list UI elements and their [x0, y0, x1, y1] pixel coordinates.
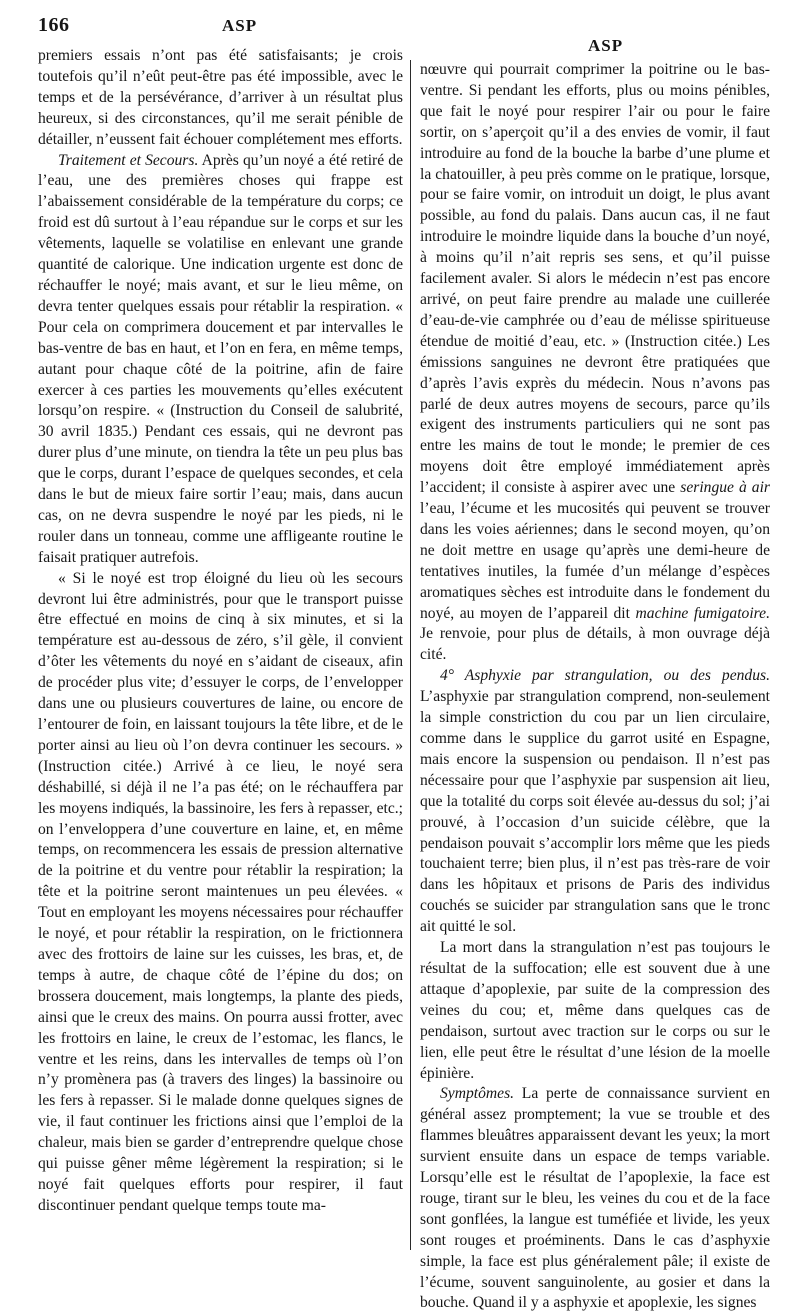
- section-heading-strangulation: 4° Asphyxie par strangulation, ou des pendus.: [440, 667, 770, 685]
- right-column: [420, 60, 770, 1314]
- section-heading-treatment: Traitement et Secours.: [58, 151, 199, 169]
- paragraph-text: Après qu’un noyé a été retiré de l’eau, une des premières choses qui frappe est l’abaissement considérable de la température du corps; ce froid est dû surtout à l’eau répandue sur le corps et sur les vêtements, laquelle se volatilise en enlevant une grande quantité de calorique. Une indication urgente est donc de réchauffer le noyé; mais avant, et sur le lieu même, on devra tenter quelques essais pour rétablir la respiration. « Pour cela on comprimera doucement et par intervalles le bas-ventre de bas en haut, et l’on en fera, en même temps, autant pour chaque côté de la poitrine, afin de faire exercer à ces parties les mouvements qu’elles exécutent lorsqu’on respire. « (Instruction du Conseil de salubrité, 30 avril 1835.) Pendant ces essais, qui ne devront pas durer plus d’une minute, on tiendra la tête un peu plus bas que le corps, durant l’espace de quelques secondes, et cela dans le but de mieux faire sortir l’eau; mais, dans aucun cas, on ne devra suspendre le noyé par les pieds, ni le rouler dans un tonneau, comme une affligeante routine le faisait pratiquer autrefois.: [38, 151, 403, 566]
- paragraph-symptoms: [420, 1084, 770, 1314]
- paragraph: premiers essais n’ont pas été satisfaisants; je crois toutefois qu’il n’eût peut-être pas été impossible, avec le temps et de la persévérance, d’arriver à un résultat plus heureux, si des circonstances, qu’il me serait pénible de détailler, n’eussent fait échouer complétement mes efforts.: [38, 47, 403, 148]
- paragraph-treatment: [38, 151, 403, 569]
- page-number: 166: [38, 14, 70, 36]
- italic-term: machine fumigatoire.: [635, 604, 770, 622]
- italic-term: seringue à air: [680, 479, 770, 497]
- paragraph-text: La perte de connaissance survient en général assez promptement; la vue se trouble et des flammes bleuâtres apparaissent devant les yeux; la mort survient ensuite dans un espace de temps variable. Lorsqu’elle est le résultat de l’apoplexie, la face est rouge, tirant sur le bleu, les veines du cou et de la face sont gonflées, la langue est tuméfiée et livide, les yeux sont rouges et proéminents. Dans le cas d’asphyxie simple, la face est plus généralement pâle; il existe de l’écume, souvent sanguinolente, au gosier et dans la bouche. Quand il y a asphyxie et apoplexie, les signes: [420, 1085, 770, 1312]
- page-header: [0, 14, 800, 55]
- left-column: [38, 46, 403, 1217]
- paragraph-text: l’eau, l’écume et les mucosités qui peuvent se trouver dans les voies aériennes; dans le second moyen, qu’on ne doit mettre en usage qu’après une demi-heure de tentatives inutiles, la fumée d’un mélange d’espèces aromatiques sèches est introduite dans le fondement du noyé, au moyen de l’appareil dit: [420, 500, 770, 622]
- paragraph-text: Je renvoie, pour plus de détails, à mon ouvrage déjà cité.: [420, 625, 770, 664]
- paragraph: La mort dans la strangulation n’est pas toujours le résultat de la suffocation; elle est souvent due à une attaque d’apoplexie, par suite de la compression des veines du cou; et, même dans quelques cas de pendaison, surtout avec traction sur le corps ou sur le lien, elle peut être le résultat d’une lésion de la moelle épinière.: [420, 939, 770, 1082]
- running-head-left: ASP: [222, 16, 258, 35]
- paragraph: « Si le noyé est trop éloigné du lieu où les secours devront lui être administrés, pour que le transport puisse être effectué en moins de cinq à six minutes, et si la température est au-dessous de zéro, s’il gèle, il convient d’ôter les vêtements du noyé en s’aidant de ciseaux, afin de procéder plus vite; d’essuyer le corps, de l’envelopper dans une ou plusieurs couvertures de laine, ou encore de l’entourer de foin, en laissant toujours la tête libre, et de le porter ainsi au lieu où l’on devra continuer les secours. » (Instruction citée.) Arrivé à ce lieu, le noyé sera déshabillé, si déjà il ne l’a pas été; on le réchauffera par les moyens indiqués, la bassinoire, les fers à repasser, etc.; on l’enveloppera d’une couverture en laine, et, en même temps, on recommencera les essais de pression alternative de la poitrine et du ventre pour rétablir la respiration; la tête et la poitrine seront maintenues un peu élevées. « Tout en employant les moyens nécessaires pour réchauffer le noyé, et pour rétablir la respiration, on le frictionnera avec des frottoirs de laine sur les cuisses, les bras, et, de temps à autre, de chaque côté de l’épine du dos; on brossera doucement, mais longtemps, la plante des pieds, ainsi que le creux des mains. On pourra aussi frotter, avec les frottoirs en laine, le creux de l’estomac, les flancs, le ventre et les reins, dans les intervalles de temps où l’on n’y promènera pas (à travers des linges) la bassinoire ou les fers à repasser. Si le malade donne quelques signes de vie, il faut continuer les frictions ainsi que l’emploi de la chaleur, mais bien se garder d’entreprendre quelque chose qui puisse gêner même légèrement la respiration; si le noyé fait quelques efforts pour respirer, il faut discontinuer pendant quelque temps toute ma-: [38, 569, 403, 1214]
- paragraph-continued: [420, 60, 770, 666]
- section-heading-symptoms: Symptômes.: [440, 1085, 515, 1103]
- column-divider: [410, 60, 411, 1250]
- paragraph-strangulation: [420, 666, 770, 938]
- running-head-right: ASP: [588, 36, 624, 55]
- paragraph-text: L’asphyxie par strangulation comprend, non-seulement la simple constriction du cou par un lien circulaire, comme dans le supplice du garrot usité en Espagne, mais encore la suspension ou pendaison. Il n’est pas nécessaire pour que l’asphyxie par suspension ait lieu, que la totalité du corps soit élevée au-dessus du sol; j’ai prouvé, à l’occasion d’un suicide célèbre, que la pendaison pouvait s’accomplir lors même que les pieds touchaient terre; bien plus, il n’est pas très-rare de voir dans les hôpitaux et prisons de Paris des individus couchés se suicider par strangulation sans que le tronc ait quitté le sol.: [420, 688, 770, 936]
- paragraph-text: nœuvre qui pourrait comprimer la poitrine ou le bas-ventre. Si pendant les efforts, plus ou moins pénibles, que fait le noyé pour respirer l’air ou pour le faire sortir, on s’aperçoit qu’il a des envies de vomir, il faut introduire au fond de la bouche la barbe d’une plume et la chatouiller, à peu près comme on le pratique, lorsque, pour se faire vomir, on introduit un doigt, le plus avant possible, au fond du palais. Dans aucun cas, il ne faut introduire le moindre liquide dans la bouche d’un noyé, à moins qu’il n’ait repris ses sens, et qu’il puisse facilement avaler. Si alors le médecin n’est pas encore arrivé, on peut faire prendre au malade une cuillerée d’eau-de-vie camphrée ou d’eau de mélisse spiritueuse étendue de moitié d’eau, etc. » (Instruction citée.) Les émissions sanguines ne devront être pratiquées que d’après l’avis exprès du médecin. Nous n’avons pas parlé de deux autres moyens de secours, parce qu’ils exigent des instruments particuliers qui ne sont pas entre les mains de tout le monde; le premier de ces moyens doit être employé immédiatement après l’accident; il consiste à aspirer avec une: [420, 61, 770, 497]
